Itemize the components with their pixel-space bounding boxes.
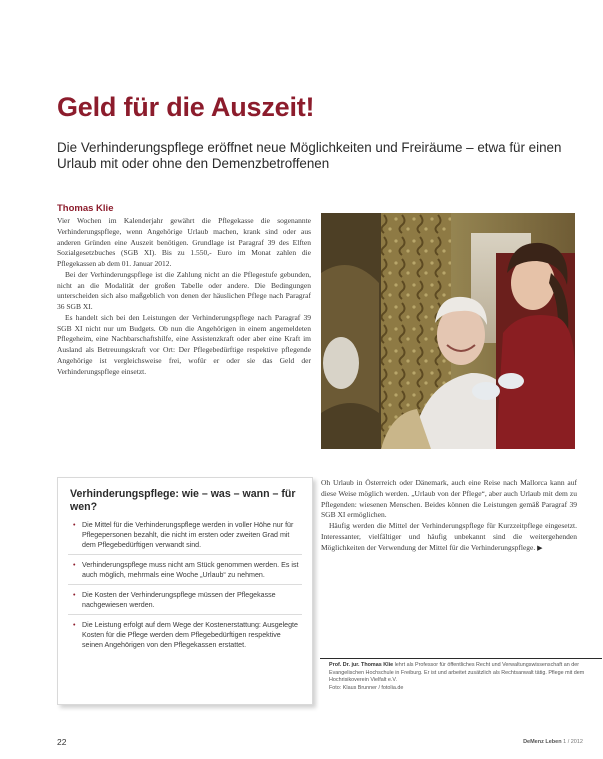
info-box bbox=[57, 477, 313, 705]
divider bbox=[68, 554, 302, 555]
paragraph bbox=[321, 521, 577, 554]
info-box-item bbox=[68, 520, 302, 550]
right-column-text bbox=[321, 478, 577, 554]
paragraph-text: Häufig werden die Mittel der Verhinderungspflege für Kurzzeitpflege eingesetzt. Interessanter, vielfältiger und häufig unbekannt sind die weitergehenden Möglichkeiten der Verwendung der Mittel für die Verhinderungspflege. bbox=[321, 521, 577, 552]
author-name: Thomas Klie bbox=[57, 203, 114, 214]
info-box-item-text: Die Leistung erfolgt auf dem Wege der Kostenerstattung: Ausgelegte Kosten für die Pflege werden dem Pflegebedürftigen respektive seinen Angehörigen von den Pflegekassen erstattet. bbox=[82, 621, 298, 649]
caption-rule bbox=[320, 658, 602, 659]
left-column-text bbox=[57, 216, 311, 377]
end-triangle-icon: ▶ bbox=[537, 544, 543, 552]
article-title: Geld für die Auszeit! bbox=[57, 92, 315, 122]
photo-credit: Foto: Klaus Brunner / fotolia.de bbox=[329, 684, 404, 691]
bullet-icon: • bbox=[73, 521, 76, 529]
author-caption bbox=[329, 662, 597, 692]
article-photo bbox=[321, 213, 575, 449]
bullet-icon: • bbox=[73, 621, 76, 629]
info-box-item-text: Die Mittel für die Verhinderungspflege werden in voller Höhe nur für Pflegepersonen bezahlt, die nicht im ersten oder zweiten Grad mit dem Pflegebedürftigen verwandt sind. bbox=[82, 521, 294, 549]
info-box-item bbox=[68, 590, 302, 610]
info-box-item-text: Verhinderungspflege muss nicht am Stück genommen werden. Es ist auch möglich, mehrmals eine Woche „Urlaub“ zu nehmen. bbox=[82, 561, 299, 579]
paragraph: Bei der Verhinderungspflege ist die Zahlung nicht an die Pflegestufe gebunden, nicht an die Modalität der großen Tabelle oder andere. Die Bedingungen unterscheiden sich also maßgeblich von denen der häuslichen Pflege nach Paragraf 36 SGB XI. bbox=[57, 269, 311, 311]
paragraph: Vier Wochen im Kalenderjahr gewährt die Pflegekasse die sogenannte Verhinderungspflege, wenn Angehörige Urlaub machen, krank sind oder aus anderen Gründen eine Auszeit benötigen. Grundlage ist Paragraf 39 des Elften Sozialgesetzbuches (SGB XI). Bis zu 1.550,- Euro im Monat zahlen die Pflegekassen ab dem 01. Januar 2012. bbox=[57, 216, 311, 268]
caption-text: lehrt als Professor für öffentliches Recht und Verwaltungswissenschaft an der Evangelischen Hochschule in Freiburg. Er ist und arbeitet zusätzlich als Rechtsanwalt tätig. Pflege mit dem Hochrisikoverein Vielfalt e.V. bbox=[329, 662, 585, 683]
bullet-icon: • bbox=[73, 561, 76, 569]
page-footer bbox=[523, 739, 583, 745]
article-subtitle: Die Verhinderungspflege eröffnet neue Möglichkeiten und Freiräume – etwa für einen Urlaub mit oder ohne den Demenzbetroffenen bbox=[57, 140, 562, 171]
info-box-item-text: Die Kosten der Verhinderungspflege müssen der Pflegekasse nachgewiesen werden. bbox=[82, 591, 276, 609]
page-number: 22 bbox=[57, 737, 67, 747]
issue-number: 1 / 2012 bbox=[563, 739, 583, 745]
paragraph: Es handelt sich bei den Leistungen der Verhinderungspflege nach Paragraf 39 SGB XI nicht nur um Budgets. Ob nun die Angehörigen in einem angemeldeten Pflegeheim, eine Nachbarschaftshilfe, eine Assistenzkraft oder aber eine Kraft im Ausland als Betreuungskraft vor Ort: Der Pflegebedürftige respektive pflegende Angehörige ist vergleichsweise frei, wofür er oder sie das Geld der Verhinderungspflege einsetzt. bbox=[57, 312, 311, 376]
info-box-item bbox=[68, 620, 302, 650]
caption-lead: Prof. Dr. jur. Thomas Klie bbox=[329, 662, 394, 668]
paragraph: Oh Urlaub in Österreich oder Dänemark, auch eine Reise nach Mallorca kann auf diese Weise möglich werden. „Urlaub von der Pflege“, aber auch Urlaub mit dem zu Pflegenden: wiesenen Menschen. Beides können die Leistungen gemäß Paragraf 39 SGB XI ermöglichen. bbox=[321, 478, 577, 520]
magazine-name: DeMenz Leben bbox=[523, 739, 562, 745]
bullet-icon: • bbox=[73, 591, 76, 599]
divider bbox=[68, 584, 302, 585]
info-box-item bbox=[68, 560, 302, 580]
photo-elderly-woman-with-caregiver bbox=[321, 213, 575, 449]
divider bbox=[68, 614, 302, 615]
info-box-title: Verhinderungspflege: wie – was – wann – für wen? bbox=[70, 488, 296, 513]
